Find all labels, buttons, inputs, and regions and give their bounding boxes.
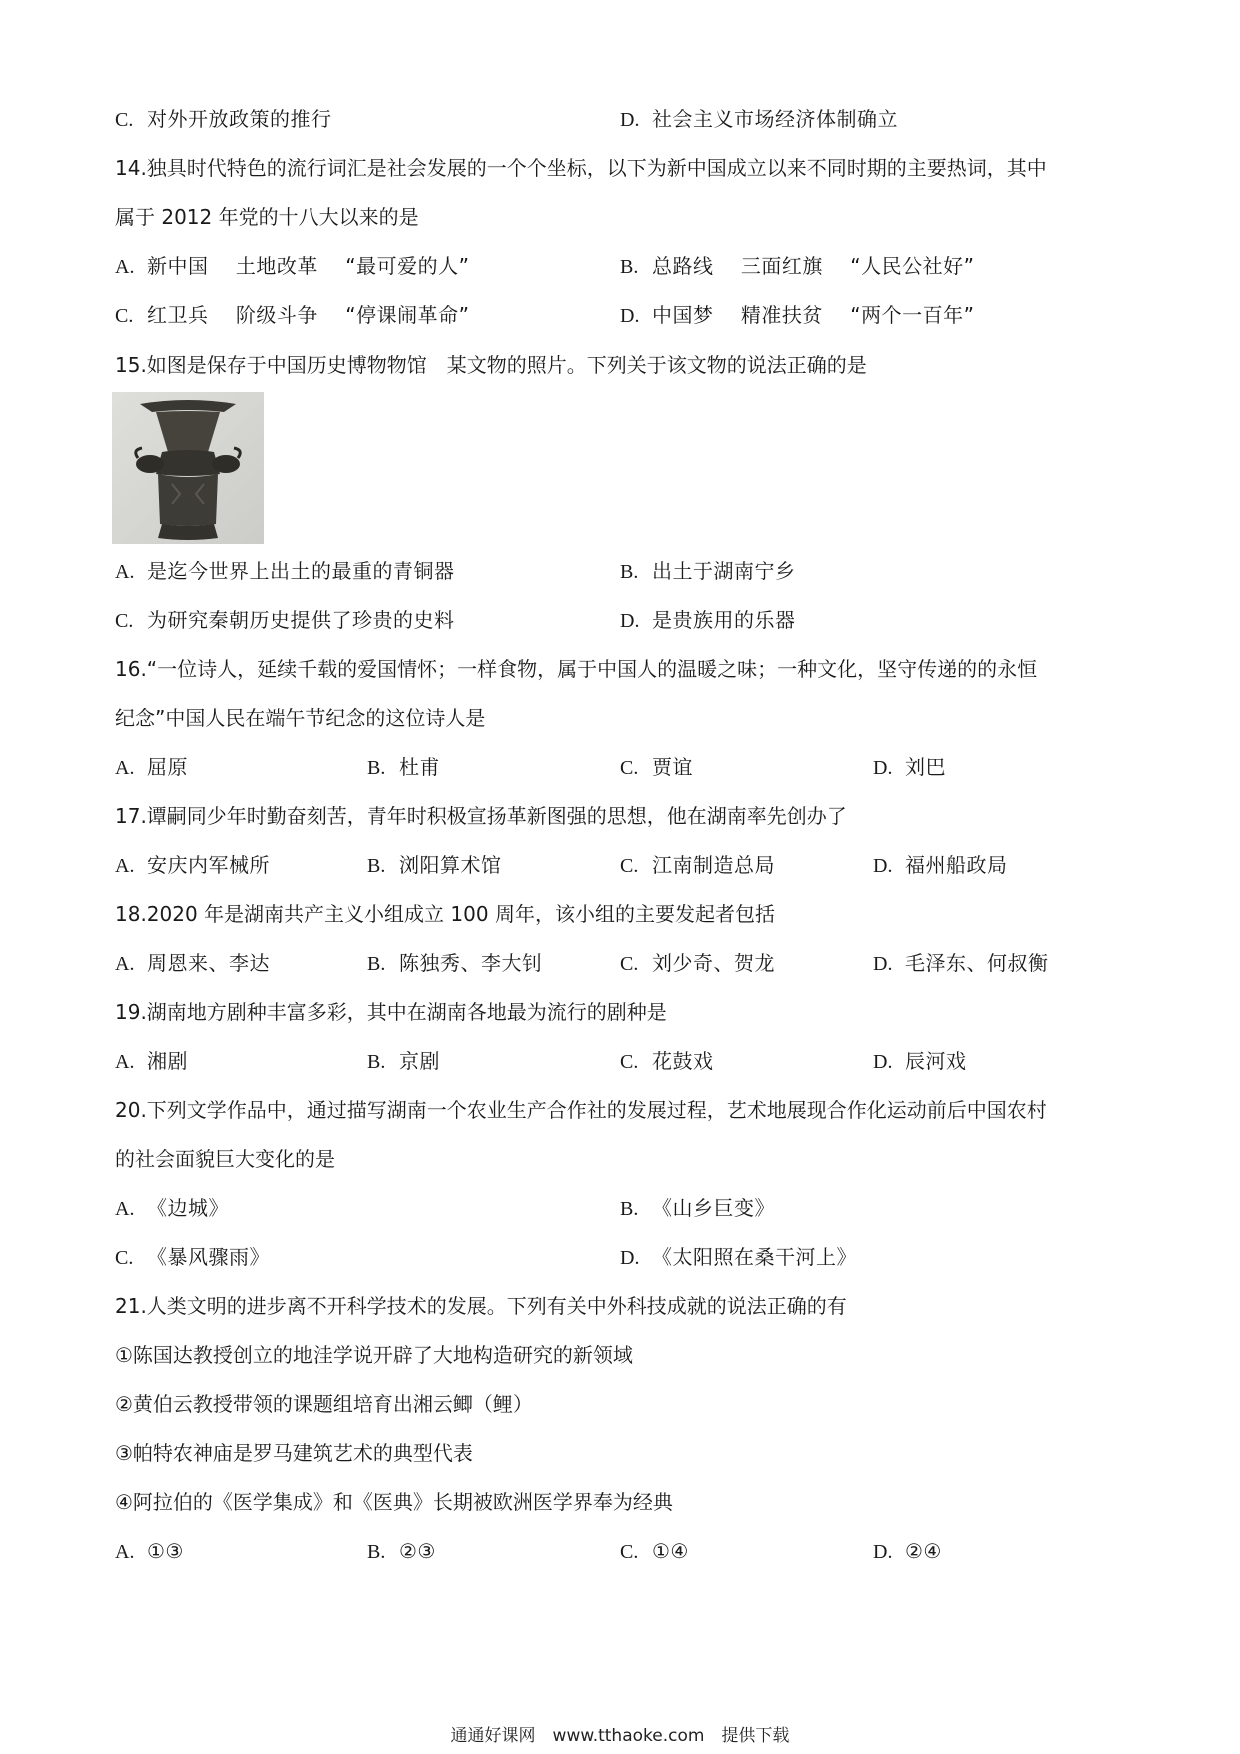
q15-option-b: B. 出土于湖南宁乡 [620, 559, 796, 583]
q14-option-d: D. 中国梦 精准扶贫 “两个一百年” [620, 303, 975, 327]
q20-option-d: D. 《太阳照在桑干河上》 [620, 1245, 857, 1269]
q21-statement-1: ①陈国达教授创立的地洼学说开辟了大地构造研究的新领域 [115, 1343, 633, 1367]
q21-statement-3: ③帕特农神庙是罗马建筑艺术的典型代表 [115, 1441, 473, 1465]
q15-stem: 15.如图是保存于中国历史博物物馆 某文物的照片。下列关于该文物的说法正确的是 [115, 353, 867, 377]
q20-option-c: C. 《暴风骤雨》 [115, 1245, 270, 1269]
page-footer: 通通好课网 www.tthaoke.com 提供下载 [450, 1726, 790, 1746]
artifact-photo [112, 392, 264, 544]
q15-option-d: D. 是贵族用的乐器 [620, 608, 796, 632]
q13-option-d: D. 社会主义市场经济体制确立 [620, 107, 898, 131]
q16-stem-line1: 16.“一位诗人，延续千载的爱国情怀；一样食物，属于中国人的温暖之味；一种文化，坚守传递的的永恒 [115, 657, 1038, 681]
q17-option-c: C. 江南制造总局 [620, 853, 775, 877]
q16-option-c: C. 贾谊 [620, 755, 693, 779]
q17-stem: 17.谭嗣同少年时勤奋刻苦，青年时积极宣扬革新图强的思想，他在湖南率先创办了 [115, 804, 847, 828]
q16-option-d: D. 刘巴 [873, 755, 946, 779]
q21-option-d: D. ②④ [873, 1539, 942, 1563]
q17-option-a: A. 安庆内军械所 [115, 853, 270, 877]
q21-statement-4: ④阿拉伯的《医学集成》和《医典》长期被欧洲医学界奉为经典 [115, 1490, 673, 1514]
q14-stem-line2: 属于 2012 年党的十八大以来的是 [115, 205, 419, 229]
q14-option-b: B. 总路线 三面红旗 “人民公社好” [620, 254, 975, 278]
q14-stem-line1: 14.独具时代特色的流行词汇是社会发展的一个个坐标，以下为新中国成立以来不同时期的主要热词，其中 [115, 156, 1047, 180]
q19-option-b: B. 京剧 [367, 1049, 440, 1073]
q18-option-b: B. 陈独秀、李大钊 [367, 951, 543, 975]
q21-option-c: C. ①④ [620, 1539, 689, 1563]
q17-option-b: B. 浏阳算术馆 [367, 853, 502, 877]
q19-option-c: C. 花鼓戏 [620, 1049, 714, 1073]
q15-option-a: A. 是迄今世界上出土的最重的青铜器 [115, 559, 455, 583]
q18-stem: 18.2020 年是湖南共产主义小组成立 100 周年，该小组的主要发起者包括 [115, 902, 775, 926]
q20-stem-line1: 20.下列文学作品中，通过描写湖南一个农业生产合作社的发展过程，艺术地展现合作化运动前后中国农村 [115, 1098, 1047, 1122]
q20-option-b: B. 《山乡巨变》 [620, 1196, 775, 1220]
q16-option-b: B. 杜甫 [367, 755, 440, 779]
q16-stem-line2: 纪念”中国人民在端午节纪念的这位诗人是 [115, 706, 486, 730]
q20-option-a: A. 《边城》 [115, 1196, 229, 1220]
q21-option-b: B. ②③ [367, 1539, 436, 1563]
q21-statement-2: ②黄伯云教授带领的课题组培育出湘云鲫（鲤） [115, 1392, 533, 1416]
q14-option-a: A. 新中国 土地改革 “最可爱的人” [115, 254, 470, 278]
q19-stem: 19.湖南地方剧种丰富多彩，其中在湖南各地最为流行的剧种是 [115, 1000, 667, 1024]
q21-option-a: A. ①③ [115, 1539, 184, 1563]
q14-option-c: C. 红卫兵 阶级斗争 “停课闹革命” [115, 303, 470, 327]
bronze-zun-icon [112, 392, 264, 544]
q19-option-d: D. 辰河戏 [873, 1049, 967, 1073]
q21-stem: 21.人类文明的进步离不开科学技术的发展。下列有关中外科技成就的说法正确的有 [115, 1294, 847, 1318]
q18-option-d: D. 毛泽东、何叔衡 [873, 951, 1049, 975]
q17-option-d: D. 福州船政局 [873, 853, 1008, 877]
q18-option-a: A. 周恩来、李达 [115, 951, 270, 975]
q19-option-a: A. 湘剧 [115, 1049, 188, 1073]
q15-option-c: C. 为研究秦朝历史提供了珍贵的史料 [115, 608, 455, 632]
q18-option-c: C. 刘少奇、贺龙 [620, 951, 775, 975]
q20-stem-line2: 的社会面貌巨大变化的是 [115, 1147, 335, 1171]
q13-option-c: C. 对外开放政策的推行 [115, 107, 332, 131]
q16-option-a: A. 屈原 [115, 755, 188, 779]
